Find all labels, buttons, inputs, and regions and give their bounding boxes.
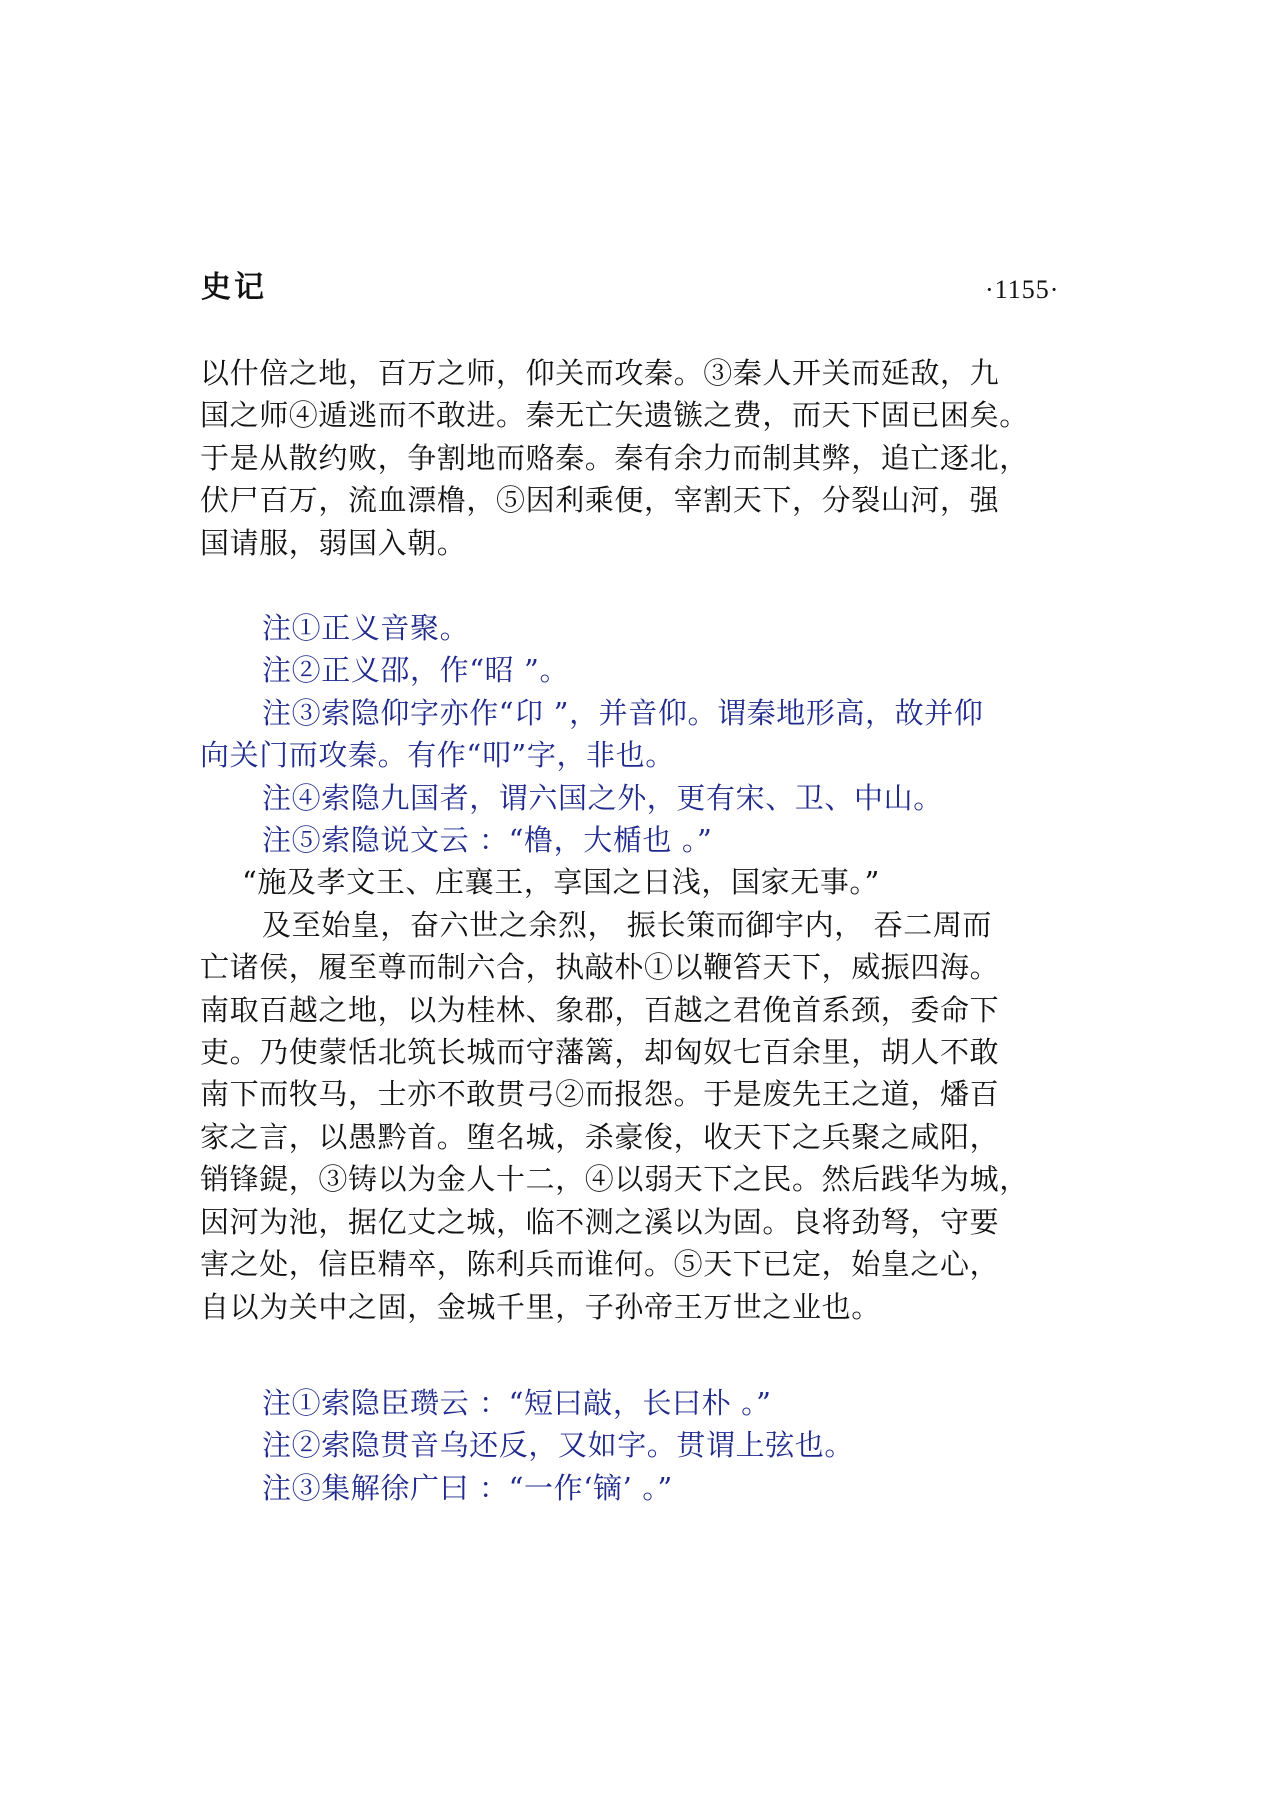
main-text-block-1 (200, 352, 1100, 564)
footnote-line: 注①索隐臣瓒云 ：“短曰敲，长曰朴 。” (262, 1386, 772, 1420)
footnote-line: 注④索隐九国者，谓六国之外，更有宋、卫、中山。 (262, 780, 943, 815)
text-line: 销锋鍉，③铸以为金人十二，④以弱天下之民。然后践华为城， (200, 1162, 1029, 1197)
text-line: 吏。乃使蒙恬北筑长城而守藩篱，却匈奴七百余里，胡人不敢 (200, 1035, 1000, 1070)
notes-block-3 (200, 1382, 1100, 1509)
text-line: 自以为关中之固，金城千里，子孙帝王万世之业也。 (200, 1289, 881, 1324)
footnote-line: 注③集解徐广曰 ：“一作‘镝’ 。” (262, 1470, 673, 1505)
running-header-title: 史记 (201, 270, 267, 305)
text-line: 因河为池，据亿丈之城，临不测之溪以为固。良将劲弩，守要 (200, 1204, 1000, 1239)
text-line: 以什倍之地，百万之师，仰关而攻秦。③秦人开关而延敌，九 (200, 356, 1000, 390)
text-line: 伏尸百万，流血漂橹，⑤因利乘便，宰割天下，分裂山河，强 (200, 483, 1000, 518)
text-line: 害之处，信臣精卒，陈利兵而谁何。⑤天下已定，始皇之心， (200, 1247, 1000, 1282)
footnote-line: 注①正义音聚。 (262, 611, 470, 645)
text-line: 亡诸侯，履至尊而制六合，执敲朴①以鞭笞天下，威振四海。 (200, 950, 1000, 985)
text-line: 及至始皇，奋六世之余烈， 振长策而御宇内， 吞二周而 (262, 907, 993, 942)
page-number: ·1155· (985, 275, 1060, 304)
footnote-line: 注②正义邵，作“昭 ”。 (262, 653, 570, 688)
text-line: 于是从散约败，争割地而赂秦。秦有余力而制其弊，追亡逐北， (200, 440, 1029, 475)
footnote-line: 向关门而攻秦。有作“叩”字，非也。 (200, 738, 675, 773)
footnote-line: 注③索隐仰字亦作“卬 ”，并音仰。谓秦地形高，故并仰 (262, 695, 984, 730)
text-line: 南下而牧马，士亦不敢贯弓②而报怨。于是废先王之道，燔百 (200, 1077, 1000, 1112)
footnote-line: 注②索隐贯音乌还反，又如字。贯谓上弦也。 (262, 1428, 855, 1463)
text-line: 家之言，以愚黔首。堕名城，杀豪俊，收天下之兵聚之咸阳， (200, 1119, 1000, 1154)
text-line: 国请服，弱国入朝。 (200, 525, 467, 560)
notes-and-text-block-2 (200, 607, 1100, 1328)
footnote-line: 注⑤索隐说文云 ：“橹，大楯也 。” (262, 823, 713, 858)
quote-line: “施及孝文王、庄襄王，享国之日浅，国家无事。” (242, 865, 880, 900)
text-line: 国之师④遁逃而不敢进。秦无亡矢遗镞之费，而天下固已困矣。 (200, 398, 1029, 433)
text-line: 南取百越之地，以为桂林、象郡，百越之君俛首系颈，委命下 (200, 992, 1000, 1027)
